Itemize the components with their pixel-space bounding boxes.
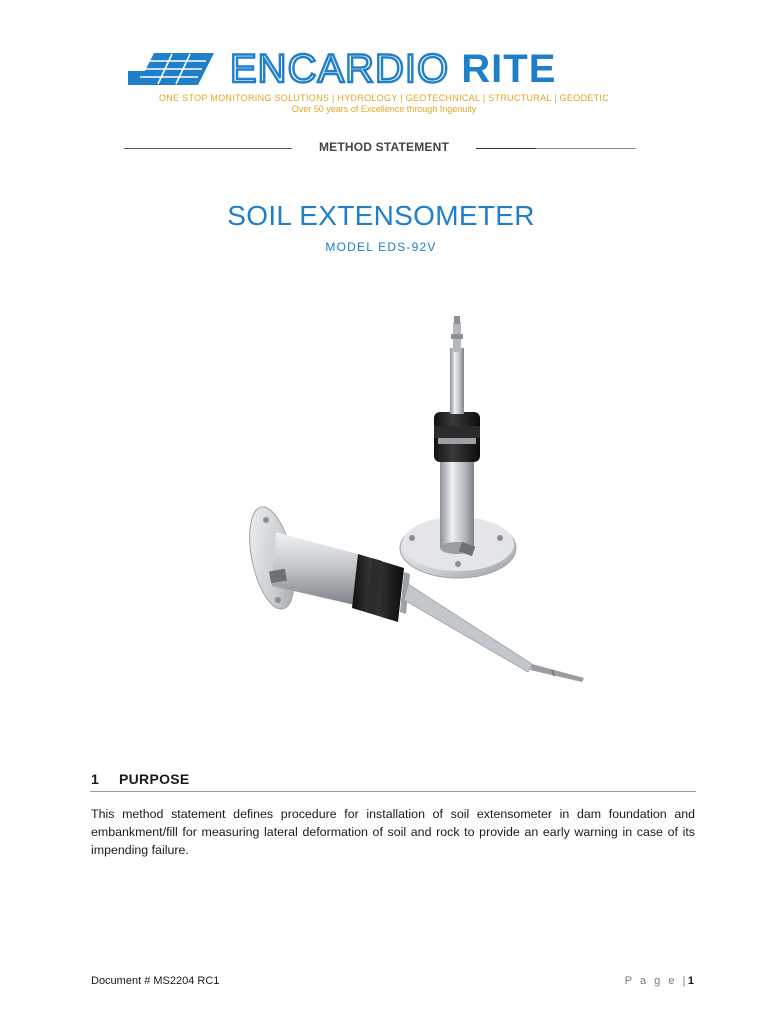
document-subtitle: MODEL EDS-92V	[325, 240, 437, 254]
encardio-rite-logo-mark-icon	[128, 51, 216, 87]
section-label: METHOD STATEMENT	[318, 140, 450, 154]
brand-name-part1: ENCARDIO	[230, 47, 450, 91]
section-number: 1	[91, 771, 99, 787]
divider-right-accent	[476, 148, 536, 149]
company-logo	[128, 48, 636, 90]
document-number: Document # MS2204 RC1	[91, 975, 220, 987]
section-heading	[90, 771, 696, 792]
company-tagline: ONE STOP MONITORING SOLUTIONS | HYDROLOGY | GEOTECHNICAL | STRUCTURAL | GEODETIC	[158, 93, 610, 103]
company-slogan: Over 50 years of Excellence through Ingenuity	[291, 104, 477, 114]
soil-extensometer-product-photo	[232, 308, 604, 700]
page-label: P a g e |	[624, 975, 688, 987]
section-body: This method statement defines procedure for installation of soil extensometer in dam foundation and embankment/fill for measuring lateral deformation of soil and rock to provide an early warning in case of its impending failure.	[91, 807, 695, 857]
page-indicator	[560, 975, 694, 987]
brand-name-part2: RITE	[461, 47, 557, 91]
brand-name	[230, 48, 556, 90]
section-title: PURPOSE	[119, 771, 190, 787]
document-title: SOIL EXTENSOMETER	[227, 200, 535, 231]
page-number: 1	[687, 975, 694, 987]
divider-left	[124, 148, 292, 149]
